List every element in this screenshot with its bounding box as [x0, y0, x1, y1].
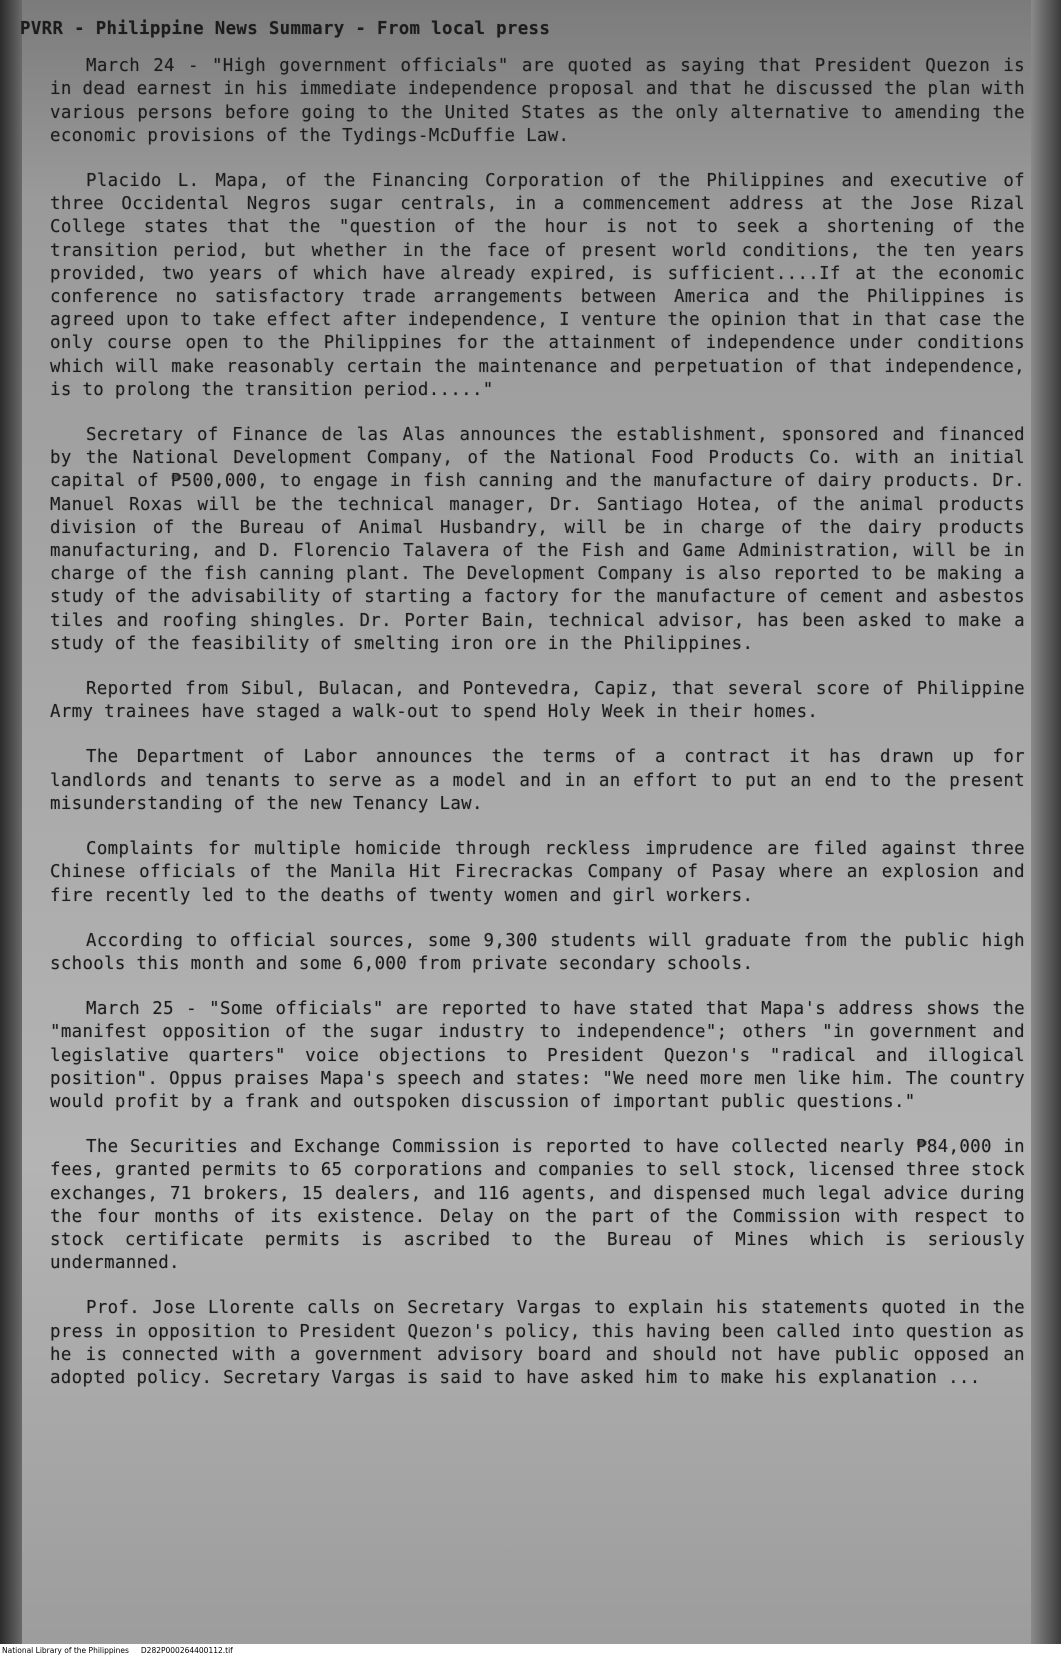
- paragraph-march-25-officials: March 25 - "Some officials" are reported to have stated that Mapa's address shows the "manifest opposition of the sugar industry to independence"; others "in government and legislative quarters" voice objections to President Quezon's "radical and illogical position". Oppus praises Mapa's speech and states: "We need more men like him. The country would profit by a frank and outspoken discussion of important public questions.": [50, 999, 1025, 1112]
- page-shadow-right: [1031, 0, 1061, 1658]
- document-header: PVRR - Philippine News Summary - From local press: [20, 19, 551, 39]
- footer-file-id: D282P000264400112.tif: [140, 1646, 233, 1655]
- scan-footer: [0, 1644, 1061, 1658]
- paragraph-llorente: Prof. Jose Llorente calls on Secretary Vargas to explain his statements quoted in the press in opposition to President Quezon's policy, this having been called into question as he is connected with a government advisory board and should not have public opposed an adopted policy. Secretary Vargas is said to have asked him to make his explanation ...: [50, 1298, 1025, 1388]
- document-body: [20, 18, 1025, 1412]
- paragraph-mapa-address: Placido L. Mapa, of the Financing Corporation of the Philippines and executive of three Occidental Negros sugar centrals, in a commencement address at the Jose Rizal College states that the "question of the hour is not to seek a shortening of the transition period, but whether in the face of present world conditions, the ten years provided, two years of which have already expired, is sufficient....If at the economic conference no satisfactory trade arrangements between America and the Philippines is agreed upon to take effect after independence, I venture the opinion that in that case the only course open to the Philippines for the attainment of independence under conditions which will make reasonably certain the maintenance and perpetuation of that independence, is to prolong the transition period.....": [50, 171, 1025, 400]
- paragraph-army-trainees: Reported from Sibul, Bulacan, and Pontevedra, Capiz, that several score of Philippine Army trainees have staged a walk-out to spend Holy Week in their homes.: [50, 679, 1025, 723]
- paragraph-graduates: According to official sources, some 9,300 students will graduate from the public high schools this month and some 6,000 from private secondary schools.: [50, 930, 1025, 974]
- paragraph-securities-commission: The Securities and Exchange Commission is reported to have collected nearly ₱84,000 in fees, granted permits to 65 corporations and companies to sell stock, licensed three stock exchanges, 71 brokers, 15 dealers, and 116 agents, and dispensed much legal advice during the four months of its existence. Delay on the part of the Commission with respect to stock certificate permits is ascribed to the Bureau of Mines which is seriously undermanned.: [50, 1137, 1025, 1274]
- paragraph-march-24-quezon: March 24 - "High government officials" are quoted as saying that President Quezon is in dead earnest in his immediate independence proposal and that he discussed the plan with various persons before going to the United States as the only alternative to amending the economic provisions of the Tydings-McDuffie Law.: [50, 56, 1025, 146]
- footer-library: National Library of the Philippines: [2, 1646, 129, 1655]
- paragraph-firecracker-complaints: Complaints for multiple homicide through reckless imprudence are filed against three Chinese officials of the Manila Hit Firecrackas Company of Pasay where an explosion and fire recently led to the deaths of twenty women and girl workers.: [50, 839, 1025, 906]
- paragraph-labor-contract: The Department of Labor announces the terms of a contract it has drawn up for landlords and tenants to serve as a model and in an effort to put an end to the present misunderstanding of the new Tenancy Law.: [50, 747, 1025, 814]
- page-shadow-left: [0, 0, 22, 1658]
- paragraph-food-products-co: Secretary of Finance de las Alas announces the establishment, sponsored and financed by the National Development Company, of the National Food Products Co. with an initial capital of ₱500,000, to engage in fish canning and the manufacture of dairy products. Dr. Manuel Roxas will be the technical manager, Dr. Santiago Hotea, of the animal products division of the Bureau of Animal Husbandry, will be in charge of the dairy products manufacturing, and D. Florencio Talavera of the Fish and Game Administration, will be in charge of the fish canning plant. The Development Company is also reported to be making a study of the advisability of starting a factory for the manufacture of cement and asbestos tiles and roofing shingles. Dr. Porter Bain, technical advisor, has been asked to make a study of the feasibility of smelting iron ore in the Philippines.: [50, 425, 1025, 654]
